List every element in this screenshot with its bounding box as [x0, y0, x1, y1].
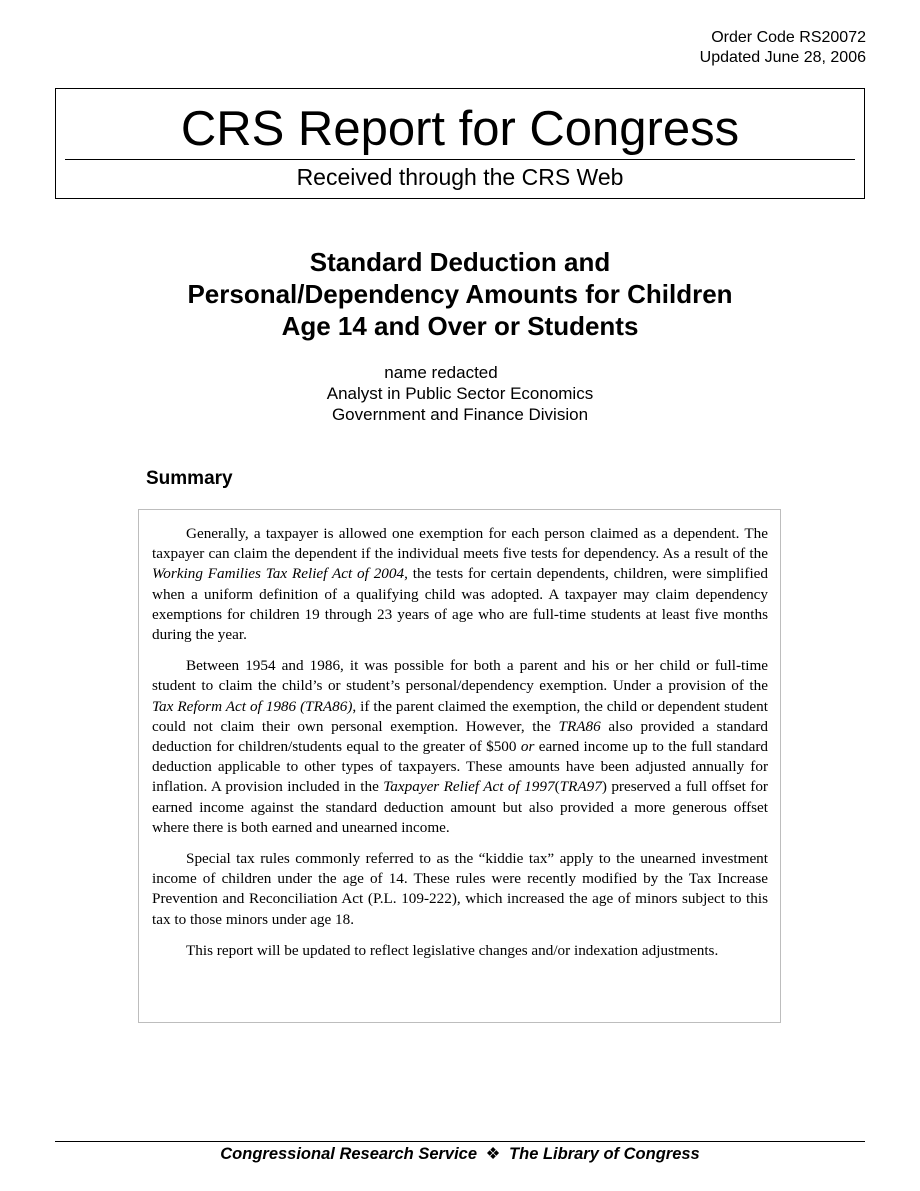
order-info — [700, 28, 866, 68]
act-title: Working Families Tax Relief Act of 2004 — [152, 565, 405, 583]
text-run: , the tests for certain dependents, children, were simplified when a uniform definition of a qualifying child was adopted. A taxpayer may claim dependency exemptions for children 19 through 23 years of age who are full-time students at least five months during the year. — [152, 565, 768, 644]
footer-divider — [55, 1141, 865, 1142]
order-code: Order Code RS20072 — [711, 29, 866, 46]
summary-heading: Summary — [146, 468, 233, 489]
summary-paragraph-4: This report will be updated to reflect legislative changes and/or indexation adjustments. — [186, 941, 719, 959]
author-block — [0, 362, 920, 425]
act-title: Taxpayer Relief Act of 1997 — [383, 778, 555, 796]
title-line: Standard Deduction and — [309, 247, 611, 277]
emphasis: or — [520, 738, 535, 756]
diamond-icon: ❖ — [485, 1145, 501, 1163]
act-title: Tax Reform Act of 1986 (TRA86) — [152, 697, 353, 715]
author-name: name redacted — [384, 363, 498, 382]
text-run: Between 1954 and 1986, it was possible for both a parent and his or her child or full-time student to claim the child’s or student’s personal/dependency exemption. Under a provision of the — [152, 657, 768, 695]
footer-loc: The Library of Congress — [509, 1145, 700, 1163]
updated-date: Updated June 28, 2006 — [699, 49, 866, 66]
masthead-title: CRS Report for Congress — [180, 102, 740, 156]
summary-box — [138, 509, 781, 1023]
author-position: Analyst in Public Sector Economics — [326, 384, 594, 403]
act-abbrev: TRA86 — [558, 717, 601, 735]
author-division: Government and Finance Division — [331, 405, 589, 424]
masthead-divider — [65, 159, 855, 160]
summary-paragraph-3: Special tax rules commonly referred to as the “kiddie tax” apply to the unearned investment income of children under the age of 14. These rules were recently modified by the Tax Increase Prevention and Reconciliation Act (P.L. 109-222), which increased the age of minors subject to this tax to those minors under age 18. — [152, 850, 768, 928]
text-run: ( — [554, 778, 560, 796]
title-line: Personal/Dependency Amounts for Children — [187, 279, 733, 309]
summary-paragraph-1 — [152, 524, 768, 645]
act-abbrev: TRA97 — [559, 778, 602, 796]
masthead — [55, 88, 865, 199]
summary-paragraph-2 — [152, 656, 768, 838]
text-run: ) preserved a full offset for earned income against the standard deduction amount but also provided a more generous offset where there is both earned and unearned income. — [152, 778, 768, 836]
title-line: Age 14 and Over or Students — [281, 311, 639, 341]
text-run: Generally, a taxpayer is allowed one exemption for each person claimed as a dependent. The taxpayer can claim the dependent if the individual meets five tests for dependency. As a result of the — [152, 525, 768, 563]
masthead-subtitle: Received through the CRS Web — [296, 164, 624, 190]
document-title — [0, 246, 920, 342]
footer — [0, 1143, 920, 1165]
footer-crs: Congressional Research Service — [220, 1145, 478, 1163]
text-run: also provided a standard deduction for children/students equal to the greater of $500 — [152, 717, 768, 756]
text-run: earned income up to the full standard deduction applicable to other types of taxpayers. These amounts have been adjusted annually for inflation. A provision included in the — [152, 738, 768, 796]
text-run: , if the parent claimed the exemption, the child or dependent student could not claim their own personal exemption. However, the — [152, 697, 768, 735]
